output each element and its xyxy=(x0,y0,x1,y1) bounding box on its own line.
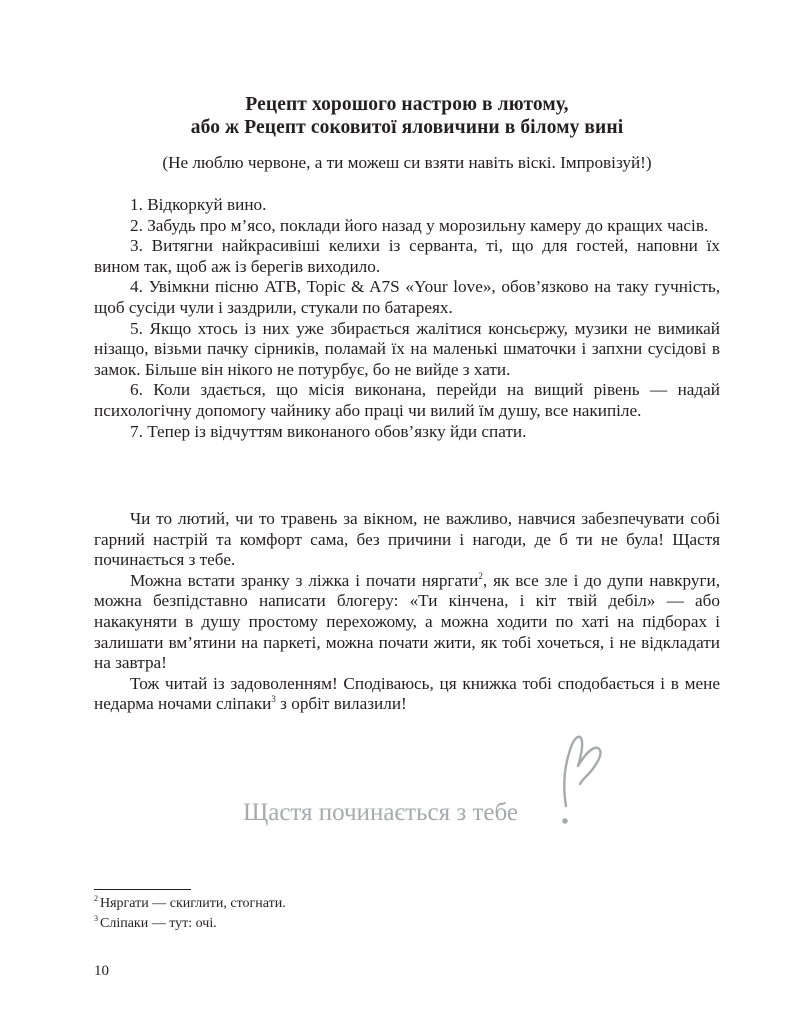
footnote-divider xyxy=(94,889,191,890)
recipe-title xyxy=(94,93,720,139)
footnote-text: Няргати — скиглити, стогнати. xyxy=(100,896,286,911)
footnote-text: Сліпаки — тут: очі. xyxy=(100,916,217,931)
footnote-mark: 3 xyxy=(94,914,98,923)
heart-exclamation-icon xyxy=(548,728,608,833)
exclamation-dot xyxy=(562,818,568,824)
recipe-subtitle: (Не люблю червоне, а ти можеш си взяти навіть віскі. Імпровізуй!) xyxy=(162,153,652,172)
page-number: 10 xyxy=(94,963,109,979)
title-line-2: або ж Рецепт соковитої яловичини в білому вині xyxy=(190,117,624,138)
recipe-steps xyxy=(94,195,720,442)
paragraph-2 xyxy=(94,571,720,674)
paragraph-3-text-a: Тож читай із задоволенням! Сподіваюсь, ця книжка тобі сподобається і в мене недарма ночами сліпаки xyxy=(94,673,720,714)
paragraph-3 xyxy=(94,674,720,715)
step-item: 7. Тепер із відчуттям виконаного обов’язку йди спати. xyxy=(130,421,527,441)
footnotes xyxy=(94,894,286,934)
step-item: 4. Увімкни пісню ATB, Topic & A7S «Your love», обов’язково на таку гучність, щоб сусіди чули і заздрили, стукали по батареях. xyxy=(94,277,720,317)
step-item: 5. Якщо хтось із них уже збирається жалітися консьєржу, музики не вимикай нізащо, візьми пачку сірників, поламай їх на маленькі шматочки і запхни сусідові в замок. Більше він нікого не потурбує, бо не вийде з хати. xyxy=(94,318,720,379)
step-item: 1. Відкоркуй вино. xyxy=(130,195,267,214)
paragraph-2-text-b: , як все зле і до дупи навкруги, можна безпідставно написати блогеру: «Ти кінчена, і кіт твій дебіл» — або накакуняти в душу простому перехожому, а можна ходити по хаті на підборах і залишати вм’ятини на паркеті, можна почати жити, як тобі хочеться, і не відкладати на завтра! xyxy=(94,570,720,673)
footnote-item xyxy=(94,894,286,914)
body-prose xyxy=(94,509,720,715)
step-item: 3. Витягни найкрасивіші келихи із серванта, ті, що для гостей, наповни їх вином так, щоб аж із берегів виходило. xyxy=(94,236,720,276)
footnote-ref-3[interactable]: 3 xyxy=(271,694,276,705)
footnote-ref-2[interactable]: 2 xyxy=(478,570,483,581)
step-item: 6. Коли здається, що місія виконана, перейди на вищий рівень — надай психологічну допомогу чайнику або праці чи вилий їм душу, все накипіле. xyxy=(94,380,720,420)
footnote-mark: 2 xyxy=(94,894,98,903)
step-item: 2. Забудь про м’ясо, поклади його назад у морозильну камеру до кращих часів. xyxy=(130,215,709,235)
paragraph-3-text-b: з орбіт вилазили! xyxy=(275,694,407,714)
footnote-item xyxy=(94,914,286,934)
paragraph-2-text-a: Можна встати зранку з ліжка і почати няргати xyxy=(130,570,479,590)
heart-stroke xyxy=(564,737,600,806)
paragraph-1: Чи то лютий, чи то травень за вікном, не важливо, навчися забезпечувати собі гарний настрій та комфорт сама, без причини і нагоди, де б ти не була! Щастя починається з тебе. xyxy=(94,509,720,570)
title-line-1: Рецепт хорошого настрою в лютому, xyxy=(245,94,569,115)
motto-text: Щастя починається з тебе xyxy=(243,799,518,826)
